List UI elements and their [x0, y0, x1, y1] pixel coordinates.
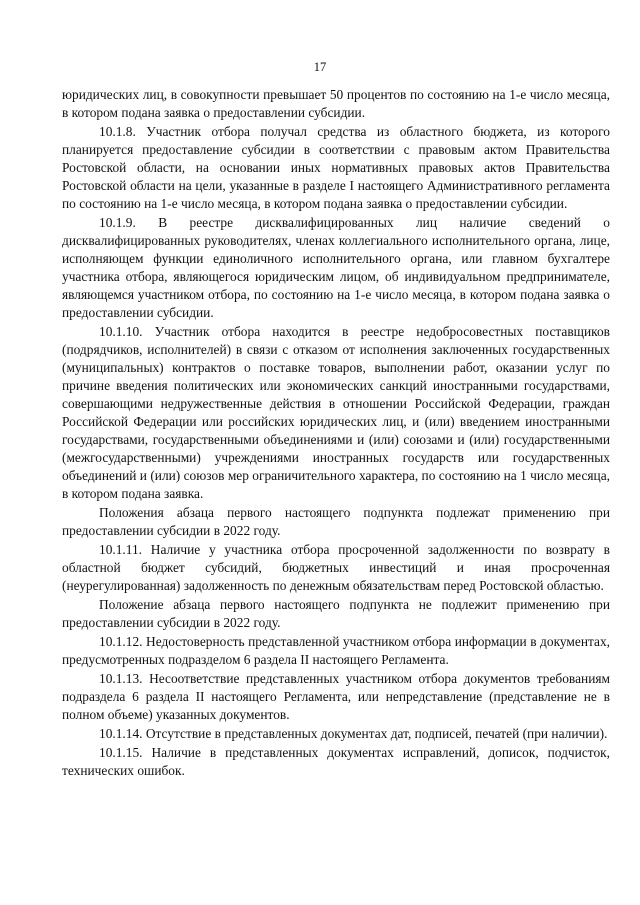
document-body [62, 86, 610, 781]
paragraph-note-10-1-10: Положения абзаца первого настоящего подпункта подлежат применению при предоставлении субсидии в 2022 году. [62, 505, 610, 538]
paragraph-10-1-14: 10.1.14. Отсутствие в представленных документах дат, подписей, печатей (при наличии). [99, 726, 608, 741]
paragraph-note-10-1-11: Положение абзаца первого настоящего подпункта не подлежит применению при предоставлении субсидии в 2022 году. [62, 597, 610, 630]
paragraph-10-1-12: 10.1.12. Недостоверность представленной участником отбора информации в документах, предусмотренных подразделом 6 раздела II настоящего Регламента. [62, 634, 610, 667]
paragraph-10-1-10: 10.1.10. Участник отбора находится в реестре недобросовестных поставщиков (подрядчиков, исполнителей) в связи с отказом от исполнения заключенных государственных (муниципальных) контрактов о поставке товаров, выполнении работ, оказании услуг по причине введения политических или экономических санкций иностранными государствами, совершающими недружественные действия в отношении Российской Федерации, граждан Российской Федерации или российских юридических лиц, и (или) введением иностранными государствами, государственными объединениями и (или) союзами и (или) государственными (межгосударственными) учреждениями иностранных государств или государственных объединений и (или) союзов мер ограничительного характера, по состоянию на 1 число месяца, в котором подана заявка. [62, 324, 611, 501]
paragraph-10-1-9: 10.1.9. В реестре дисквалифицированных лиц наличие сведений о дисквалифицированных руководителях, членах коллегиального исполнительного органа, лице, исполняющем функции единоличного исполнительного органа, или главном бухгалтере участника отбора, являющегося юридическим лицом, об индивидуальном предпринимателе, являющемся участником отбора, по состоянию на 1-е число месяца, в котором подана заявка о предоставлении субсидии. [62, 215, 610, 320]
paragraph-10-1-15: 10.1.15. Наличие в представленных документах исправлений, дописок, подчисток, технических ошибок. [62, 745, 610, 778]
paragraph-10-1-11: 10.1.11. Наличие у участника отбора просроченной задолженности по возврату в областной бюджет субсидий, бюджетных инвестиций и иная просроченная (неурегулированная) задолженность по денежным обязательствам перед Ростовской областью. [62, 542, 610, 593]
paragraph-continuation: юридических лиц, в совокупности превышает 50 процентов по состоянию на 1-е число месяца, в котором подана заявка о предоставлении субсидии. [62, 87, 610, 120]
page-number: 17 [313, 60, 327, 74]
paragraph-10-1-13: 10.1.13. Несоответствие представленных участником отбора документов требованиям подраздела 6 раздела II настоящего Регламента, или непредставление (представление не в полном объеме) указанных документов. [62, 671, 610, 722]
paragraph-10-1-8: 10.1.8. Участник отбора получал средства из областного бюджета, из которого планируется предоставление субсидии в соответствии с правовым актом Правительства Ростовской области, на основании иных нормативных правовых актов Правительства Ростовской области на цели, указанные в разделе I настоящего Административного регламента по состоянию на 1-е число месяца, в котором подана заявка о предоставлении субсидии. [62, 124, 610, 211]
